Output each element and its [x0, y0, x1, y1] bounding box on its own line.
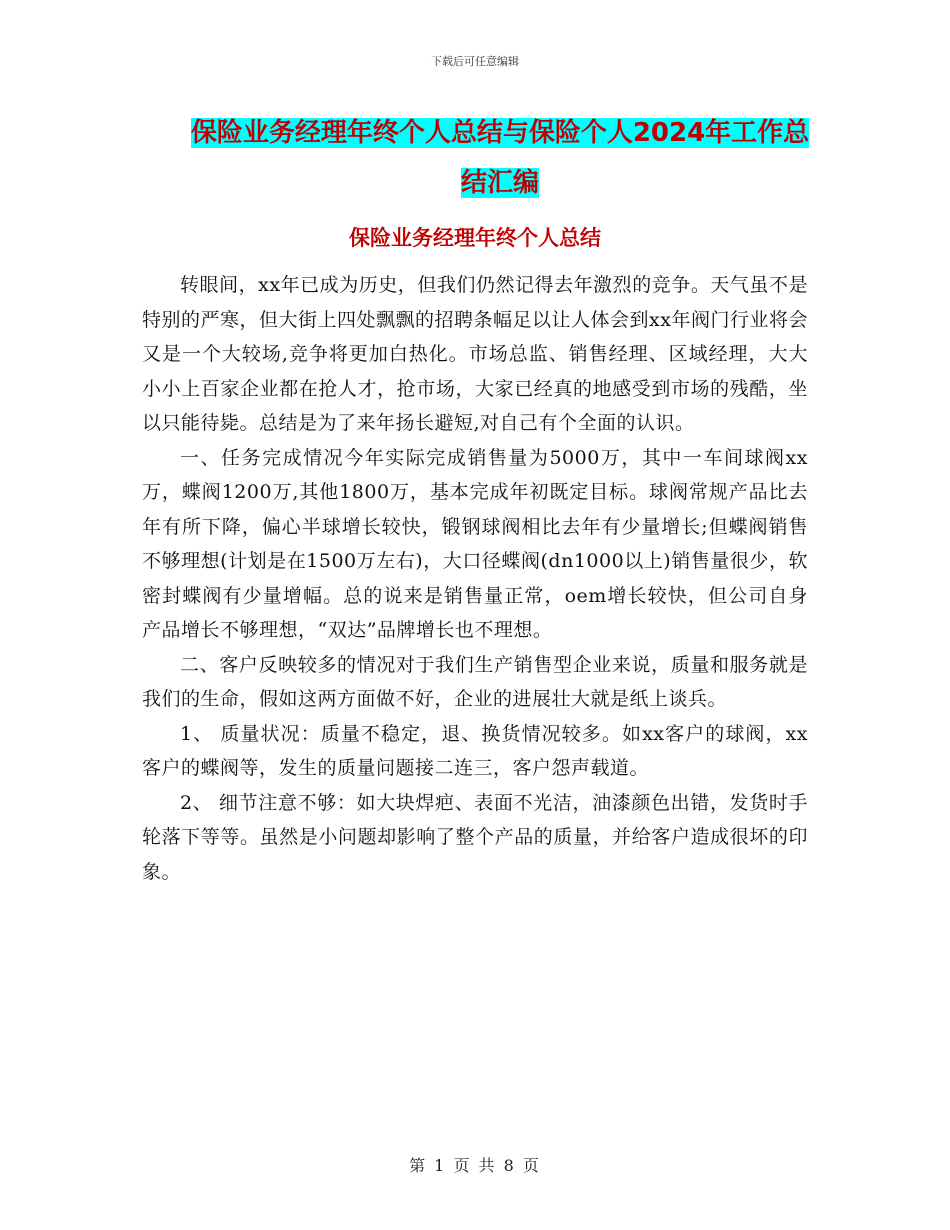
paragraph-quality-status: 1、 质量状况：质量不稳定，退、换货情况较多。如xx客户的球阀，xx客户的蝶阀等，发生的质量问题接二连三，客户怨声载道。: [142, 722, 808, 779]
paragraph-task-completion: 一、任务完成情况今年实际完成销售量为5000万，其中一车间球阀xx万，蝶阀1200万,其他1800万，基本完成年初既定目标。球阀常规产品比去年有所下降，偏心半球增长较快，锻钢球阀相比去年有少量增长;但蝶阀销售不够理想(计划是在1500万左右)，大口径蝶阀(dn1000以上)销售量很少，软密封蝶阀有少量增幅。总的说来是销售量正常，oem增长较快，但公司自身产品增长不够理想，“双达”品牌增长也不理想。: [142, 446, 808, 641]
section-title: 保险业务经理年终个人总结: [349, 226, 601, 250]
header-note: 下载后可任意编辑: [431, 55, 519, 68]
document-title-line-2: 结汇编: [460, 168, 539, 198]
document-title-line-1: 保险业务经理年终个人总结与保险个人2024年工作总: [190, 118, 810, 148]
page-number: 第 1 页 共 8 页: [409, 1156, 541, 1175]
paragraph-intro: 转眼间，xx年已成为历史，但我们仍然记得去年激烈的竞争。天气虽不是特别的严寒，但大街上四处飘飘的招聘条幅足以让人体会到xx年阀门行业将会又是一个大较场,竞争将更加白热化。市场总监、销售经理、区域经理，大大小小上百家企业都在抢人才，抢市场，大家已经真的地感受到市场的残酷，坐以只能待毙。总结是为了来年扬长避短,对自己有个全面的认识。: [142, 274, 808, 434]
document-title: [140, 108, 860, 208]
paragraph-customer-feedback: 二、客户反映较多的情况对于我们生产销售型企业来说，质量和服务就是我们的生命，假如这两方面做不好，企业的进展壮大就是纸上谈兵。: [142, 653, 808, 710]
paragraph-detail-attention: 2、 细节注意不够：如大块焊疤、表面不光洁，油漆颜色出错，发货时手轮落下等等。虽然是小问题却影响了整个产品的质量，并给客户造成很坏的印象。: [142, 791, 808, 883]
document-body: [142, 268, 808, 889]
